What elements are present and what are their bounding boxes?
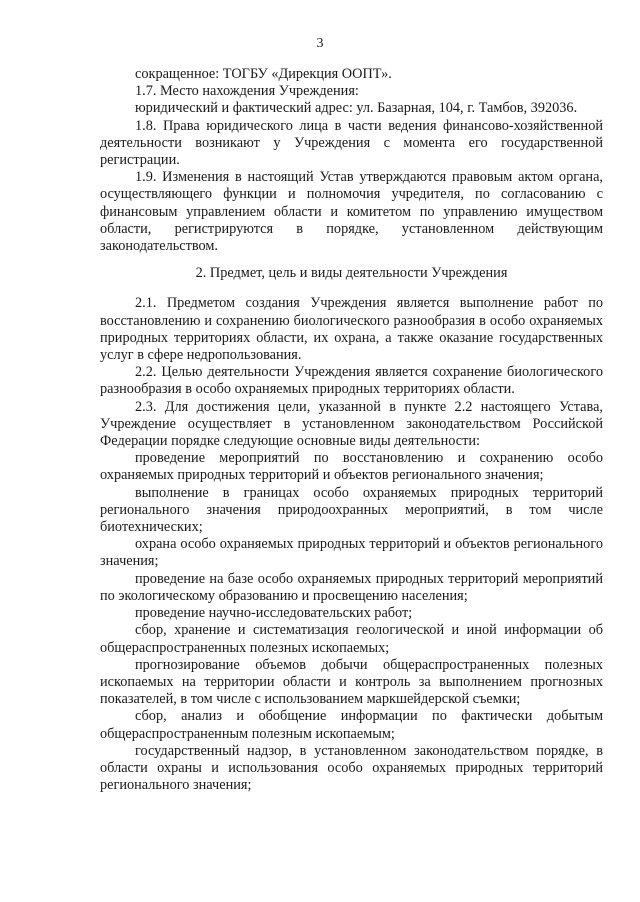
activity-item: сбор, анализ и обобщение информации по фактически добытым общераспространенным полезным ископаемым; [100, 708, 603, 742]
activity-item: проведение мероприятий по восстановлению и сохранению особо охраняемых природных территорий и объектов регионального значения; [100, 450, 603, 484]
paragraph-1-7: 1.7. Место нахождения Учреждения: [135, 83, 359, 100]
activity-item: охрана особо охраняемых природных территорий и объектов регионального значения; [100, 536, 603, 570]
activity-item: сбор, хранение и систематизация геологической и иной информации об общераспространенных полезных ископаемых; [100, 622, 603, 656]
paragraph-2-2: 2.2. Целью деятельности Учреждения является сохранение биологического разнообразия в особо охраняемых природных территориях области. [100, 364, 603, 398]
paragraph-2-1: 2.1. Предметом создания Учреждения является выполнение работ по восстановлению и сохранению биологического разнообразия в особо охраняемых природных территориях области, их охрана, а также оказание государственных услуг в сфере недропользования. [100, 295, 603, 364]
paragraph-2-3: 2.3. Для достижения цели, указанной в пункте 2.2 настоящего Устава, Учреждение осуществляет в установленном законодательством Российской Федерации порядке следующие основные виды деятельности: [100, 398, 603, 450]
activity-item: государственный надзор, в установленном законодательством порядке, в области охраны и использования особо охраняемых природных территорий регионального значения; [100, 742, 603, 794]
activity-item: выполнение в границах особо охраняемых природных территорий регионального значения природоохранных мероприятий, в том числе биотехнических; [100, 484, 603, 536]
paragraph-address: юридический и фактический адрес: ул. Базарная, 104, г. Тамбов, 392036. [135, 100, 578, 117]
activity-item: проведение на базе особо охраняемых природных территорий мероприятий по экологическому образованию и просвещению населения; [100, 570, 603, 604]
activity-item: прогнозирование объемов добычи общераспространенных полезных ископаемых на территории области и контроль за выполнением прогнозных показателей, в том числе с использованием маркшейдерской съемки; [100, 656, 603, 708]
paragraph-1-9: 1.9. Изменения в настоящий Устав утверждаются правовым актом органа, осуществляющего функции и полномочия учредителя, по согласованию с финансовым управлением области и комитетом по управлению имуществом области, регистрируются в порядке, установленном действующим законодательством. [100, 169, 603, 255]
paragraph-1-8: 1.8. Права юридического лица в части ведения финансово-хозяйственной деятельности возникают у Учреждения с момента его государственной регистрации. [100, 117, 603, 169]
activity-item: проведение научно-исследовательских работ; [135, 605, 413, 622]
paragraph-abbreviated-name: сокращенное: ТОГБУ «Дирекция ООПТ». [135, 66, 392, 82]
page-number: 3 [316, 36, 324, 51]
document-body [100, 66, 603, 794]
section-heading: 2. Предмет, цель и виды деятельности Учреждения [195, 265, 508, 282]
